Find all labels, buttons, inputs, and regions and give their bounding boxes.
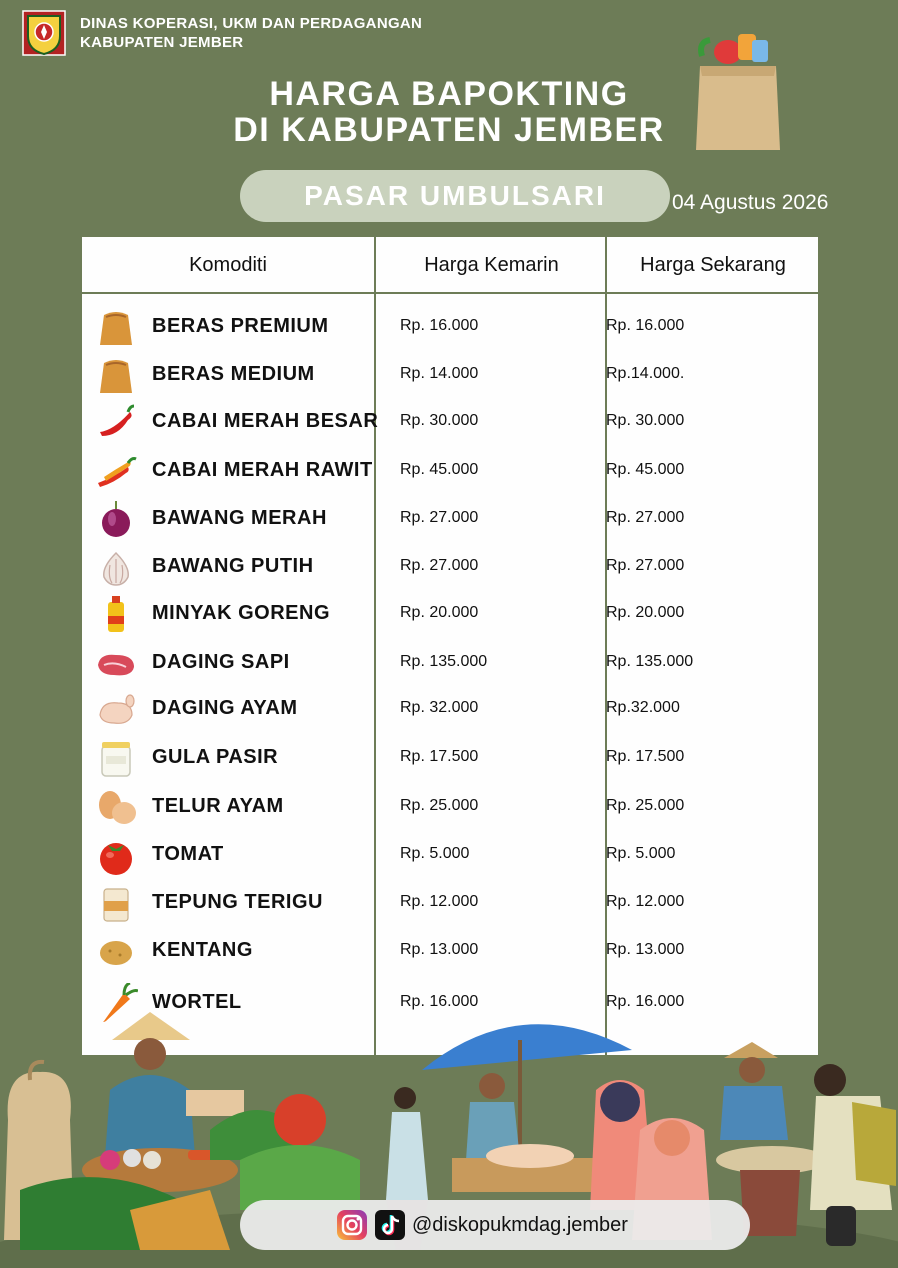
table-row bbox=[82, 590, 818, 638]
table-row bbox=[82, 831, 818, 879]
organization-name bbox=[80, 14, 422, 52]
grocery-bag-icon bbox=[688, 30, 788, 152]
flour-icon bbox=[94, 883, 138, 923]
title-line-1: HARGA BAPOKTING bbox=[269, 75, 629, 113]
commodity-name: WORTEL bbox=[152, 991, 242, 1013]
table-row bbox=[82, 639, 818, 687]
price-today: Rp. 17.500 bbox=[606, 748, 685, 765]
potato-icon bbox=[94, 931, 138, 971]
table-row bbox=[82, 927, 818, 975]
commodity-name: MINYAK GORENG bbox=[152, 602, 331, 624]
table-row bbox=[82, 495, 818, 543]
price-today: Rp.32.000 bbox=[606, 699, 680, 716]
commodity-name: BAWANG PUTIH bbox=[152, 555, 314, 577]
bird-chili-icon bbox=[94, 451, 138, 491]
table-row bbox=[82, 447, 818, 495]
chicken-icon bbox=[94, 689, 138, 729]
rice-sack-icon bbox=[94, 307, 138, 347]
price-today: Rp. 30.000 bbox=[606, 412, 685, 429]
table-row bbox=[82, 879, 818, 927]
table-row bbox=[82, 303, 818, 351]
regency-logo-icon bbox=[22, 10, 66, 56]
price-yesterday: Rp. 13.000 bbox=[400, 941, 479, 958]
commodity-name: BERAS PREMIUM bbox=[152, 315, 329, 337]
red-chili-icon bbox=[94, 402, 138, 442]
price-yesterday: Rp. 27.000 bbox=[400, 557, 479, 574]
market-name-pill: PASAR UMBULSARI bbox=[240, 170, 670, 222]
commodity-name: TOMAT bbox=[152, 843, 224, 865]
commodity-name: CABAI MERAH BESAR bbox=[152, 410, 379, 432]
tomato-icon bbox=[94, 835, 138, 875]
commodity-name: DAGING SAPI bbox=[152, 651, 290, 673]
table-row bbox=[82, 783, 818, 831]
sugar-icon bbox=[94, 738, 138, 778]
price-table bbox=[82, 237, 818, 1055]
price-yesterday: Rp. 17.500 bbox=[400, 748, 479, 765]
org-line-1: DINAS KOPERASI, UKM DAN PERDAGANGAN bbox=[80, 15, 423, 32]
commodity-name: DAGING AYAM bbox=[152, 697, 298, 719]
org-line-2: KABUPATEN JEMBER bbox=[80, 34, 244, 51]
commodity-name: BAWANG MERAH bbox=[152, 507, 327, 529]
price-today: Rp. 135.000 bbox=[606, 653, 694, 670]
price-today: Rp. 45.000 bbox=[606, 461, 685, 478]
rice-sack-icon bbox=[94, 355, 138, 395]
price-yesterday: Rp. 32.000 bbox=[400, 699, 479, 716]
table-row bbox=[82, 543, 818, 591]
price-today: Rp. 13.000 bbox=[606, 941, 685, 958]
price-today: Rp. 5.000 bbox=[606, 845, 676, 862]
price-today: Rp. 27.000 bbox=[606, 557, 685, 574]
price-yesterday: Rp. 30.000 bbox=[400, 412, 479, 429]
commodity-name: BERAS MEDIUM bbox=[152, 363, 315, 385]
commodity-name: GULA PASIR bbox=[152, 746, 279, 768]
table-row bbox=[82, 398, 818, 446]
price-today: Rp. 12.000 bbox=[606, 893, 685, 910]
report-date: 04 Agustus 2026 bbox=[672, 191, 829, 214]
egg-icon bbox=[94, 787, 138, 827]
cooking-oil-icon bbox=[94, 594, 138, 634]
column-header-commodity: Komoditi bbox=[189, 254, 267, 276]
commodity-name: TELUR AYAM bbox=[152, 795, 284, 817]
price-yesterday: Rp. 5.000 bbox=[400, 845, 470, 862]
price-yesterday: Rp. 12.000 bbox=[400, 893, 479, 910]
price-yesterday: Rp. 16.000 bbox=[400, 317, 479, 334]
title-line-2: DI KABUPATEN JEMBER bbox=[233, 111, 665, 149]
tiktok-icon bbox=[374, 1209, 406, 1241]
price-yesterday: Rp. 25.000 bbox=[400, 797, 479, 814]
price-today: Rp. 27.000 bbox=[606, 509, 685, 526]
price-today: Rp. 20.000 bbox=[606, 604, 685, 621]
table-row bbox=[82, 734, 818, 782]
header-divider bbox=[82, 292, 818, 294]
price-today: Rp. 16.000 bbox=[606, 993, 685, 1010]
price-today: Rp. 16.000 bbox=[606, 317, 685, 334]
commodity-name: TEPUNG TERIGU bbox=[152, 891, 323, 913]
price-today: Rp. 25.000 bbox=[606, 797, 685, 814]
price-yesterday: Rp. 16.000 bbox=[400, 993, 479, 1010]
price-yesterday: Rp. 27.000 bbox=[400, 509, 479, 526]
price-yesterday: Rp. 45.000 bbox=[400, 461, 479, 478]
column-header-today: Harga Sekarang bbox=[640, 254, 786, 276]
instagram-icon bbox=[336, 1209, 368, 1241]
column-header-yesterday: Harga Kemarin bbox=[424, 254, 559, 276]
price-yesterday: Rp. 135.000 bbox=[400, 653, 488, 670]
garlic-icon bbox=[94, 547, 138, 587]
price-yesterday: Rp. 20.000 bbox=[400, 604, 479, 621]
commodity-name: KENTANG bbox=[152, 939, 253, 961]
commodity-name: CABAI MERAH RAWIT bbox=[152, 459, 373, 481]
shallot-icon bbox=[94, 499, 138, 539]
price-yesterday: Rp. 14.000 bbox=[400, 365, 479, 382]
price-today: Rp.14.000. bbox=[606, 365, 685, 382]
beef-icon bbox=[94, 643, 138, 683]
table-row bbox=[82, 685, 818, 733]
social-handle: @diskopukmdag.jember bbox=[412, 1214, 628, 1236]
table-row bbox=[82, 351, 818, 399]
